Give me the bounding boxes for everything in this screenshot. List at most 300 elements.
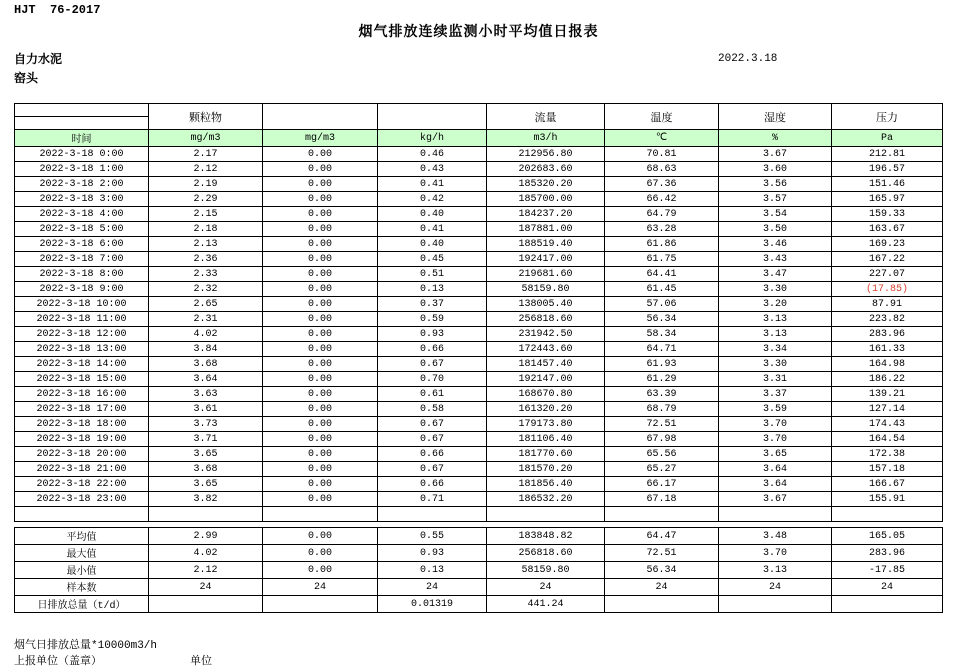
value-cell: 0.59 bbox=[378, 312, 487, 327]
value-cell: 0.00 bbox=[263, 492, 378, 507]
value-cell: 0.00 bbox=[263, 147, 378, 162]
value-cell: 202683.60 bbox=[487, 162, 605, 177]
value-cell: 61.29 bbox=[605, 372, 719, 387]
value-cell: 0.00 bbox=[263, 417, 378, 432]
value-cell: 3.71 bbox=[149, 432, 263, 447]
value-cell: 127.14 bbox=[832, 402, 943, 417]
table-row bbox=[15, 222, 943, 237]
value-cell: 0.67 bbox=[378, 417, 487, 432]
table-row bbox=[15, 507, 943, 522]
value-cell: 3.68 bbox=[149, 462, 263, 477]
value-cell: 0.42 bbox=[378, 192, 487, 207]
table-row bbox=[15, 252, 943, 267]
value-cell: 0.51 bbox=[378, 267, 487, 282]
row-label-cell: 2022-3-18 6:00 bbox=[15, 237, 149, 252]
unit-m3-h: m3/h bbox=[487, 130, 605, 147]
value-cell: 24 bbox=[832, 579, 943, 596]
value-cell: 138005.40 bbox=[487, 297, 605, 312]
value-cell: 3.63 bbox=[149, 387, 263, 402]
value-cell: 0.67 bbox=[378, 432, 487, 447]
value-cell: 3.70 bbox=[719, 545, 832, 562]
row-label-cell: 2022-3-18 8:00 bbox=[15, 267, 149, 282]
value-cell: 72.51 bbox=[605, 545, 719, 562]
value-cell: 0.00 bbox=[263, 327, 378, 342]
value-cell: 24 bbox=[719, 579, 832, 596]
value-cell: 212.81 bbox=[832, 147, 943, 162]
row-label-cell: 2022-3-18 5:00 bbox=[15, 222, 149, 237]
value-cell: 181770.60 bbox=[487, 447, 605, 462]
value-cell: 441.24 bbox=[487, 596, 605, 613]
value-cell: 0.00 bbox=[263, 562, 378, 579]
value-cell: 68.63 bbox=[605, 162, 719, 177]
value-cell: 0.46 bbox=[378, 147, 487, 162]
value-cell: 58159.80 bbox=[487, 282, 605, 297]
value-cell: 231942.50 bbox=[487, 327, 605, 342]
unit-mg-m3-1: mg/m3 bbox=[149, 130, 263, 147]
value-cell: 4.02 bbox=[149, 545, 263, 562]
value-cell: 165.97 bbox=[832, 192, 943, 207]
value-cell: 3.57 bbox=[719, 192, 832, 207]
value-cell: 188519.40 bbox=[487, 237, 605, 252]
row-label-cell: 2022-3-18 18:00 bbox=[15, 417, 149, 432]
value-cell: 256818.60 bbox=[487, 545, 605, 562]
value-cell: 3.65 bbox=[149, 447, 263, 462]
row-label-cell: 日排放总量（t/d） bbox=[15, 596, 149, 613]
value-cell: 3.68 bbox=[149, 357, 263, 372]
row-label-cell: 最小值 bbox=[15, 562, 149, 579]
value-cell: 87.91 bbox=[832, 297, 943, 312]
value-cell: 0.00 bbox=[263, 267, 378, 282]
value-cell: 0.00 bbox=[263, 177, 378, 192]
value-cell: 3.30 bbox=[719, 357, 832, 372]
value-cell: 3.47 bbox=[719, 267, 832, 282]
page-title: 烟气排放连续监测小时平均值日报表 bbox=[358, 23, 599, 39]
row-label-cell: 2022-3-18 21:00 bbox=[15, 462, 149, 477]
value-cell: 3.30 bbox=[719, 282, 832, 297]
value-cell: 3.65 bbox=[719, 447, 832, 462]
value-cell: 56.34 bbox=[605, 562, 719, 579]
table-row bbox=[15, 282, 943, 297]
value-cell: 63.39 bbox=[605, 387, 719, 402]
value-cell: 65.27 bbox=[605, 462, 719, 477]
hourly-rows-body bbox=[15, 147, 943, 522]
col-group-flow: 流量 bbox=[487, 104, 605, 130]
value-cell: 0.00 bbox=[263, 162, 378, 177]
value-cell: 0.40 bbox=[378, 207, 487, 222]
table-row bbox=[15, 237, 943, 252]
value-cell: 0.61 bbox=[378, 387, 487, 402]
value-cell: 3.64 bbox=[149, 372, 263, 387]
row-label-cell: 2022-3-18 1:00 bbox=[15, 162, 149, 177]
value-cell: 184237.20 bbox=[487, 207, 605, 222]
value-cell: 2.99 bbox=[149, 528, 263, 545]
value-cell: 3.13 bbox=[719, 562, 832, 579]
value-cell: 157.18 bbox=[832, 462, 943, 477]
value-cell: 0.00 bbox=[263, 207, 378, 222]
value-cell: 179173.80 bbox=[487, 417, 605, 432]
value-cell: 3.70 bbox=[719, 417, 832, 432]
value-cell: 167.22 bbox=[832, 252, 943, 267]
value-cell: 61.86 bbox=[605, 237, 719, 252]
value-cell: 174.43 bbox=[832, 417, 943, 432]
value-cell: 0.67 bbox=[378, 462, 487, 477]
value-cell: 3.84 bbox=[149, 342, 263, 357]
value-cell: 161320.20 bbox=[487, 402, 605, 417]
standard-number: HJT 76-2017 bbox=[14, 3, 101, 17]
value-cell: 3.64 bbox=[719, 477, 832, 492]
value-cell: 283.96 bbox=[832, 545, 943, 562]
table-row bbox=[15, 372, 943, 387]
value-cell: 3.34 bbox=[719, 342, 832, 357]
footer-unit-label: 单位 bbox=[190, 656, 212, 668]
value-cell: 192417.00 bbox=[487, 252, 605, 267]
value-cell: 0.00 bbox=[263, 297, 378, 312]
table-row bbox=[15, 267, 943, 282]
value-cell: 168670.80 bbox=[487, 387, 605, 402]
value-cell: 65.56 bbox=[605, 447, 719, 462]
value-cell: 3.46 bbox=[719, 237, 832, 252]
table-row bbox=[15, 342, 943, 357]
value-cell: 2.13 bbox=[149, 237, 263, 252]
row-label-cell: 2022-3-18 19:00 bbox=[15, 432, 149, 447]
value-cell: 169.23 bbox=[832, 237, 943, 252]
table-row bbox=[15, 147, 943, 162]
unit-pa: Pa bbox=[832, 130, 943, 147]
row-label-cell: 样本数 bbox=[15, 579, 149, 596]
value-cell: 227.07 bbox=[832, 267, 943, 282]
company-name: 自力水泥 bbox=[14, 52, 63, 66]
value-cell: 0.00 bbox=[263, 357, 378, 372]
value-cell: 24 bbox=[263, 579, 378, 596]
value-cell bbox=[719, 596, 832, 613]
footer-report-unit: 上报单位（盖章） bbox=[14, 656, 102, 668]
value-cell: 0.00 bbox=[263, 447, 378, 462]
row-label-cell: 平均值 bbox=[15, 528, 149, 545]
value-cell: 2.33 bbox=[149, 267, 263, 282]
row-label-cell: 2022-3-18 17:00 bbox=[15, 402, 149, 417]
value-cell: 0.00 bbox=[263, 312, 378, 327]
value-cell: 159.33 bbox=[832, 207, 943, 222]
col-group-humidity: 湿度 bbox=[719, 104, 832, 130]
value-cell: 0.93 bbox=[378, 327, 487, 342]
value-cell: 187881.00 bbox=[487, 222, 605, 237]
value-cell: -17.85 bbox=[832, 562, 943, 579]
value-cell: 0.66 bbox=[378, 477, 487, 492]
value-cell: 196.57 bbox=[832, 162, 943, 177]
value-cell: 181856.40 bbox=[487, 477, 605, 492]
value-cell: 0.13 bbox=[378, 282, 487, 297]
value-cell: 0.00 bbox=[263, 387, 378, 402]
table-row bbox=[15, 192, 943, 207]
value-cell: 57.06 bbox=[605, 297, 719, 312]
time-header-spacer bbox=[15, 104, 149, 117]
table-row bbox=[15, 207, 943, 222]
row-label-cell: 2022-3-18 22:00 bbox=[15, 477, 149, 492]
table-row bbox=[15, 162, 943, 177]
value-cell: 0.00 bbox=[263, 252, 378, 267]
row-label-cell: 2022-3-18 14:00 bbox=[15, 357, 149, 372]
value-cell: 166.67 bbox=[832, 477, 943, 492]
table-row bbox=[15, 596, 943, 613]
value-cell: 3.67 bbox=[719, 492, 832, 507]
col-group-particulate: 颗粒物 bbox=[149, 104, 263, 130]
value-cell: 192147.00 bbox=[487, 372, 605, 387]
col-group-pressure: 压力 bbox=[832, 104, 943, 130]
value-cell: 24 bbox=[149, 579, 263, 596]
value-cell: 0.00 bbox=[263, 432, 378, 447]
table-row bbox=[15, 462, 943, 477]
summary-table bbox=[14, 527, 943, 613]
row-label-cell: 2022-3-18 4:00 bbox=[15, 207, 149, 222]
value-cell: 164.54 bbox=[832, 432, 943, 447]
table-row bbox=[15, 477, 943, 492]
value-cell: 61.75 bbox=[605, 252, 719, 267]
value-cell: 67.98 bbox=[605, 432, 719, 447]
table-row bbox=[15, 528, 943, 545]
row-label-cell: 2022-3-18 7:00 bbox=[15, 252, 149, 267]
value-cell: 181457.40 bbox=[487, 357, 605, 372]
value-cell: 3.50 bbox=[719, 222, 832, 237]
row-label-cell: 2022-3-18 0:00 bbox=[15, 147, 149, 162]
value-cell: 3.13 bbox=[719, 312, 832, 327]
unit-mg-m3-2: mg/m3 bbox=[263, 130, 378, 147]
row-label-cell: 2022-3-18 12:00 bbox=[15, 327, 149, 342]
row-label-cell: 2022-3-18 15:00 bbox=[15, 372, 149, 387]
value-cell: 181106.40 bbox=[487, 432, 605, 447]
value-cell: 64.71 bbox=[605, 342, 719, 357]
row-label-cell: 2022-3-18 2:00 bbox=[15, 177, 149, 192]
value-cell: 161.33 bbox=[832, 342, 943, 357]
value-cell: 219681.60 bbox=[487, 267, 605, 282]
table-row bbox=[15, 447, 943, 462]
value-cell: 2.17 bbox=[149, 147, 263, 162]
value-cell bbox=[378, 507, 487, 522]
value-cell: 0.45 bbox=[378, 252, 487, 267]
value-cell: 0.37 bbox=[378, 297, 487, 312]
value-cell: 0.00 bbox=[263, 477, 378, 492]
value-cell: 64.47 bbox=[605, 528, 719, 545]
unit-percent: % bbox=[719, 130, 832, 147]
row-label-cell: 最大值 bbox=[15, 545, 149, 562]
value-cell bbox=[263, 507, 378, 522]
value-cell: 0.00 bbox=[263, 402, 378, 417]
row-label-cell: 2022-3-18 10:00 bbox=[15, 297, 149, 312]
value-cell: 68.79 bbox=[605, 402, 719, 417]
value-cell: 3.64 bbox=[719, 462, 832, 477]
value-cell: 2.36 bbox=[149, 252, 263, 267]
value-cell: 66.17 bbox=[605, 477, 719, 492]
value-cell: 70.81 bbox=[605, 147, 719, 162]
value-cell: 183848.82 bbox=[487, 528, 605, 545]
value-cell: 0.00 bbox=[263, 282, 378, 297]
table-row bbox=[15, 545, 943, 562]
table-row bbox=[15, 297, 943, 312]
value-cell: 0.41 bbox=[378, 177, 487, 192]
monitoring-point: 窑头 bbox=[14, 71, 39, 85]
value-cell: 165.05 bbox=[832, 528, 943, 545]
footer-note: 烟气日排放总量*10000m3/h bbox=[14, 640, 158, 652]
row-label-cell bbox=[15, 507, 149, 522]
value-cell: 64.79 bbox=[605, 207, 719, 222]
table-row bbox=[15, 177, 943, 192]
value-cell: 0.00 bbox=[263, 222, 378, 237]
value-cell: 3.67 bbox=[719, 147, 832, 162]
row-label-cell: 2022-3-18 20:00 bbox=[15, 447, 149, 462]
value-cell: 2.65 bbox=[149, 297, 263, 312]
value-cell: 164.98 bbox=[832, 357, 943, 372]
row-label-cell: 2022-3-18 13:00 bbox=[15, 342, 149, 357]
value-cell: 61.93 bbox=[605, 357, 719, 372]
value-cell: 0.55 bbox=[378, 528, 487, 545]
value-cell: 2.29 bbox=[149, 192, 263, 207]
value-cell: 58.34 bbox=[605, 327, 719, 342]
value-cell: 2.18 bbox=[149, 222, 263, 237]
value-cell: 64.41 bbox=[605, 267, 719, 282]
value-cell bbox=[605, 596, 719, 613]
value-cell: 3.31 bbox=[719, 372, 832, 387]
units-row bbox=[15, 130, 943, 147]
value-cell: 256818.60 bbox=[487, 312, 605, 327]
row-label-cell: 2022-3-18 23:00 bbox=[15, 492, 149, 507]
value-cell: 3.37 bbox=[719, 387, 832, 402]
value-cell: 61.45 bbox=[605, 282, 719, 297]
table-row bbox=[15, 492, 943, 507]
value-cell: 24 bbox=[378, 579, 487, 596]
table-row bbox=[15, 357, 943, 372]
value-cell: 151.46 bbox=[832, 177, 943, 192]
value-cell: 0.71 bbox=[378, 492, 487, 507]
value-cell: 0.00 bbox=[263, 545, 378, 562]
value-cell: 212956.80 bbox=[487, 147, 605, 162]
value-cell: 172.38 bbox=[832, 447, 943, 462]
value-cell: 0.41 bbox=[378, 222, 487, 237]
value-cell: 155.91 bbox=[832, 492, 943, 507]
value-cell: 3.82 bbox=[149, 492, 263, 507]
value-cell: 0.93 bbox=[378, 545, 487, 562]
table-row bbox=[15, 327, 943, 342]
value-cell: 2.12 bbox=[149, 162, 263, 177]
value-cell: 3.59 bbox=[719, 402, 832, 417]
value-cell: 3.43 bbox=[719, 252, 832, 267]
value-cell: 3.61 bbox=[149, 402, 263, 417]
value-cell: 3.56 bbox=[719, 177, 832, 192]
col-group-temperature: 温度 bbox=[605, 104, 719, 130]
value-cell bbox=[605, 507, 719, 522]
value-cell: 0.40 bbox=[378, 237, 487, 252]
value-cell: 2.32 bbox=[149, 282, 263, 297]
time-header-spacer-2 bbox=[15, 117, 149, 130]
group-header-row bbox=[15, 104, 943, 117]
value-cell: 186532.20 bbox=[487, 492, 605, 507]
value-cell: 0.58 bbox=[378, 402, 487, 417]
value-cell bbox=[487, 507, 605, 522]
table-row bbox=[15, 432, 943, 447]
value-cell: 66.42 bbox=[605, 192, 719, 207]
value-cell: 2.31 bbox=[149, 312, 263, 327]
value-cell: 3.54 bbox=[719, 207, 832, 222]
value-cell: 0.00 bbox=[263, 192, 378, 207]
value-cell: 2.15 bbox=[149, 207, 263, 222]
value-cell bbox=[149, 507, 263, 522]
value-cell: 67.36 bbox=[605, 177, 719, 192]
summary-rows-body bbox=[15, 528, 943, 613]
value-cell: 0.43 bbox=[378, 162, 487, 177]
value-cell: 24 bbox=[605, 579, 719, 596]
value-cell bbox=[719, 507, 832, 522]
main-data-table bbox=[14, 103, 943, 522]
value-cell: 283.96 bbox=[832, 327, 943, 342]
value-cell: 186.22 bbox=[832, 372, 943, 387]
value-cell: 3.65 bbox=[149, 477, 263, 492]
value-cell: 0.00 bbox=[263, 342, 378, 357]
value-cell: 2.12 bbox=[149, 562, 263, 579]
value-cell: 3.13 bbox=[719, 327, 832, 342]
value-cell: 172443.60 bbox=[487, 342, 605, 357]
value-cell: 3.48 bbox=[719, 528, 832, 545]
value-cell: 185700.00 bbox=[487, 192, 605, 207]
col-group-blank-1 bbox=[263, 104, 378, 130]
table-row bbox=[15, 402, 943, 417]
value-cell: 139.21 bbox=[832, 387, 943, 402]
row-label-cell: 2022-3-18 11:00 bbox=[15, 312, 149, 327]
value-cell: 4.02 bbox=[149, 327, 263, 342]
value-cell: 0.00 bbox=[263, 237, 378, 252]
value-cell: 3.20 bbox=[719, 297, 832, 312]
value-cell: 223.82 bbox=[832, 312, 943, 327]
value-cell: 0.00 bbox=[263, 462, 378, 477]
value-cell: 63.28 bbox=[605, 222, 719, 237]
value-cell bbox=[149, 596, 263, 613]
table-row bbox=[15, 579, 943, 596]
value-cell: 24 bbox=[487, 579, 605, 596]
table-row bbox=[15, 417, 943, 432]
table-row bbox=[15, 562, 943, 579]
value-cell: 163.67 bbox=[832, 222, 943, 237]
value-cell: 67.18 bbox=[605, 492, 719, 507]
value-cell bbox=[263, 596, 378, 613]
value-cell bbox=[832, 507, 943, 522]
col-group-blank-2 bbox=[378, 104, 487, 130]
value-cell: 2.19 bbox=[149, 177, 263, 192]
row-label-cell: 2022-3-18 9:00 bbox=[15, 282, 149, 297]
table-row bbox=[15, 312, 943, 327]
time-column-header: 时间 bbox=[15, 130, 149, 147]
value-cell: 72.51 bbox=[605, 417, 719, 432]
value-cell: 3.73 bbox=[149, 417, 263, 432]
value-cell: 0.01319 bbox=[378, 596, 487, 613]
unit-kg-h: kg/h bbox=[378, 130, 487, 147]
report-date: 2022.3.18 bbox=[718, 53, 778, 65]
value-cell: 3.70 bbox=[719, 432, 832, 447]
unit-celsius: ℃ bbox=[605, 130, 719, 147]
value-cell: 185320.20 bbox=[487, 177, 605, 192]
value-cell: 0.67 bbox=[378, 357, 487, 372]
value-cell bbox=[832, 596, 943, 613]
table-row bbox=[15, 387, 943, 402]
value-cell: 58159.80 bbox=[487, 562, 605, 579]
row-label-cell: 2022-3-18 3:00 bbox=[15, 192, 149, 207]
value-cell: (17.85) bbox=[832, 282, 943, 297]
value-cell: 0.66 bbox=[378, 342, 487, 357]
value-cell: 0.66 bbox=[378, 447, 487, 462]
value-cell: 3.60 bbox=[719, 162, 832, 177]
row-label-cell: 2022-3-18 16:00 bbox=[15, 387, 149, 402]
report-table-area bbox=[14, 103, 943, 613]
value-cell: 0.00 bbox=[263, 528, 378, 545]
value-cell: 181570.20 bbox=[487, 462, 605, 477]
value-cell: 0.70 bbox=[378, 372, 487, 387]
value-cell: 0.00 bbox=[263, 372, 378, 387]
